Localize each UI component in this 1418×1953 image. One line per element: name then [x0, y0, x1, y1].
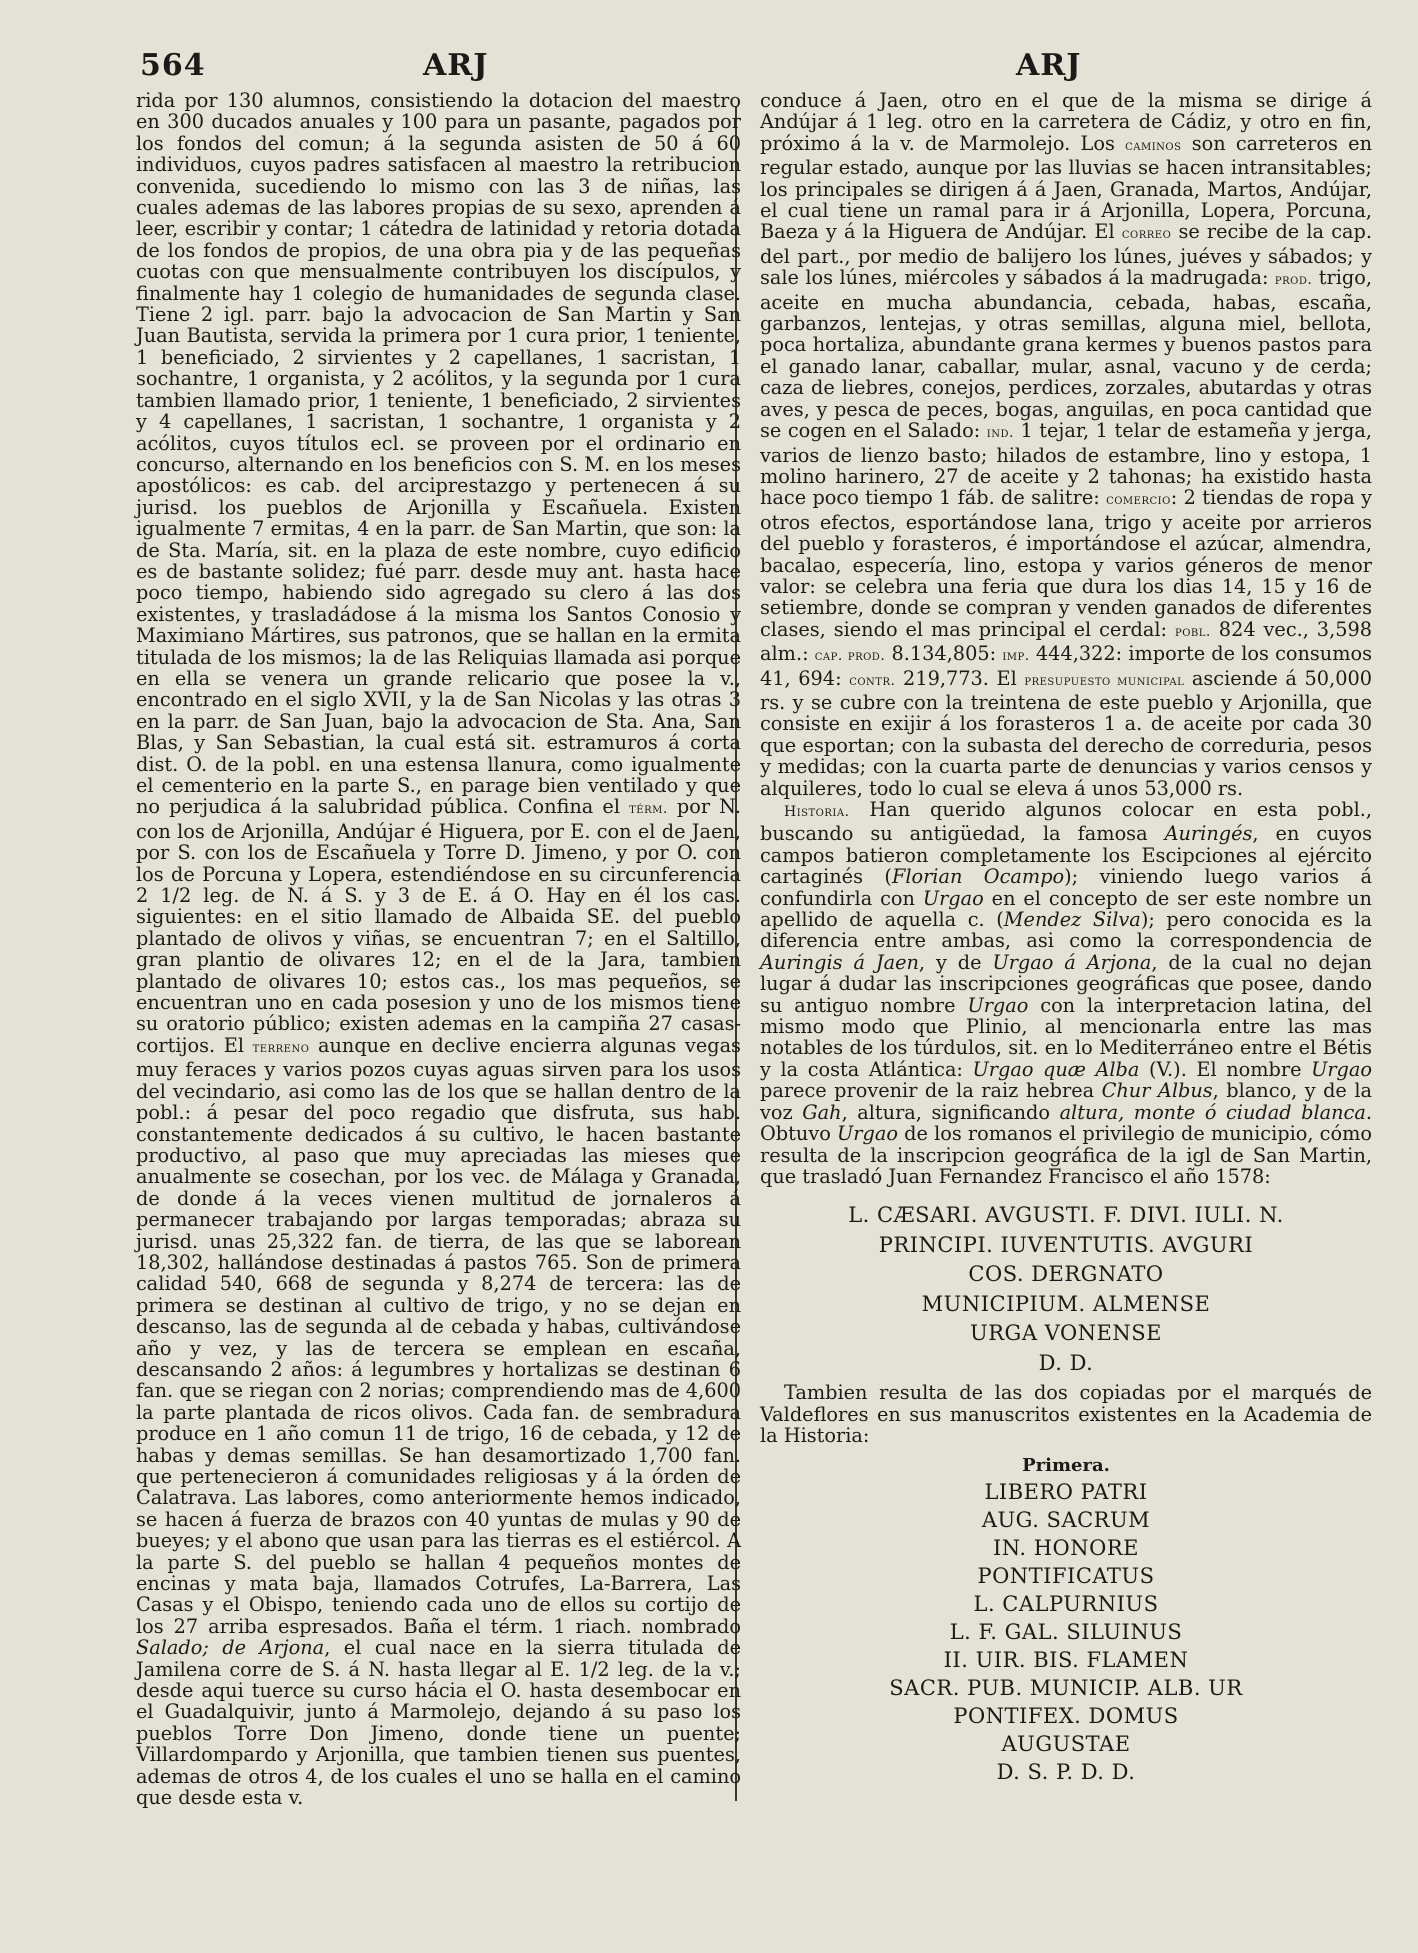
paragraph-historia: Historia. Han querido algunos colocar en esta pobl., buscando su antigüedad, la famosa Auringés, en cuyos campos batieron completamente los Escipciones al ejército cartaginés (Florian Ocampo); viniendo luego varios á confundirla con Urgao en el concepto de ser este nombre un apellido de aquella c. (Mendez Silva); pero conocida es la diferencia entre ambas, asi como la correspondencia de Auringis á Jaen, y de Urgao á Arjona, de la cual no dejan lugar á dudar las inscripciones geográficas que posee, dando su antiguo nombre Urgao con la interpretacion latina, del mismo modo que Plinio, al mencionarla entre las mas notables de los túrdulos, sit. en lo Mediterráneo entre el Bétis y la costa Atlántica: Urgao quæ Alba (V.). El nombre Urgao parece provenir de la raiz hebrea Chur Albus, blanco, y de la voz Gah, altura, significando altura, monte ó ciudad blanca. Obtuvo Urgao de los romanos el privilegio de municipio, cómo resulta de la inscripcion geográfica de la igl de San Martin, que trasladó Juan Fernandez Francisco el año 1578: — [760, 798, 1372, 1188]
inscription-line: IN. HONORE — [993, 1535, 1139, 1560]
inscription-line: PRINCIPI. IUVENTUTIS. AVGURI — [878, 1232, 1254, 1257]
page-number: 564 — [140, 48, 206, 83]
paragraph: rida por 130 alumnos, consistiendo la dotacion del maestro en 300 ducados anuales y 100 para un pasante, pagados por los fondos del comun; á la segunda asisten de 50 á 60 individuos, cuyos padres satisfacen al maestro la retribucion convenida, sucediendo lo mismo con las 3 de niñas, las cuales ademas de las labores propias de su sexo, aprenden á leer, escribir y contar; 1 cátedra de latinidad y retoria dotada de los fondos de propios, de una obra pia y de las pequeñas cuotas con que mensualmente contribuyen los discípulos, y finalmente hay 1 colegio de humanidades de segunda clase. Tiene 2 igl. parr. bajo la advocacion de San Martin y San Juan Bautista, servida la primera por 1 cura prior, 1 teniente, 1 beneficiado, 2 sirvientes y 2 capellanes, 1 sacristan, 1 sochantre, 1 organista, y 2 acólitos, y la segunda por 1 cura tambien llamado prior, 1 teniente, 1 beneficiado, 2 sirvientes y 4 capellanes, 1 sacristan, 1 sochantre, 1 organista y 2 acólitos, cuyos títulos ecl. se proveen por el ordinario en concurso, alternando en los beneficios con S. M. en los meses apostólicos: es cab. del arciprestazgo y pertenecen á su jurisd. los pueblos de Arjonilla y Escañuela. Existen igualmente 7 ermitas, 4 en la parr. de San Martin, que son: la de Sta. María, sit. en la plaza de este nombre, cuyo edificio es de bastante solidez; fué parr. desde muy ant. hasta hace poco tiempo, habiendo sido agregado su clero á las dos existentes, y trasladádose á la misma los Santos Conosio y Maximiano Mártires, sus patronos, que se hallan en la ermita titulada de los mismos; la de las Reliquias llamada asi porque en ella se venera un grande relicario que posee la v., encontrado en el siglo XVII, y la de San Nicolas y las otras 3 en la parr. de San Juan, bajo la advocacion de Sta. Ana, San Blas, y San Sebastian, la cual está sit. estramuros á corta dist. O. de la pobl. en una estensa llanura, como igualmente el cementerio en la parte S., en parage bien ventilado y que no perjudica á la salubridad pública. Confina el térm. por N. con los de Arjonilla, Andújar é Higuera, por E. con el de Jaen, por S. con los de Escañuela y Torre D. Jimeno, y por O. con los de Porcuna y Lopera, estendiéndose en su circunferencia 2 1/2 leg. de N. á S. y 3 de E. á O. Hay en él los cas. siguientes: en el sitio llamado de Albaida SE. del pueblo plantado de olivos y viñas, se encuentran 7; en el Saltillo, gran plantio de olivares 12; en el de la Jara, tambien plantado de olivares 10; estos cas., los mas pequeños, se encuentran uno en cada posesion y uno de los mismos tiene su oratorio público; existen ademas en la campiña 27 casas-cortijos. El terreno aunque en declive encierra algunas vegas muy feraces y varios pozos cuyas aguas sirven para los usos del vecindario, asi como las de los que se hallan dentro de la pobl.: á pesar del poco regadio que disfruta, sus hab. constantemente dedicados á su cultivo, le hacen bastante productivo, al paso que muy apreciadas las mieses que anualmente se cosechan, por los vec. de Málaga y Granada, de donde á la veces vienen multitud de jornaleros á permanecer trabajando por largas temporadas; abraza su jurisd. unas 25,322 fan. de tierra, de las que se laborean 18,302, hallándose destinadas á pastos 765. Son de primera calidad 540, 668 de segunda y 8,274 de tercera: las de primera se destinan al cultivo de trigo, y no se dejan en descanso, las de segunda al de cebada y habas, cultivándose año y vez, y las de tercera se emplean en escaña, descansando 2 años: á legumbres y hortalizas se destinan 6 fan. que se riegan con 2 norias; comprendiendo mas de 4,600 la parte plantada de ricos olivos. Cada fan. de sembradura produce en 1 año comun 11 de trigo, 16 de cebada, y 12 de habas y demas semillas. Se han desamortizado 1,700 fan. que pertenecieron á comunidades religiosas y á la órden de Calatrava. Las labores, como anteriormente hemos indicado, se hacen á fuerza de brazos con 40 yuntas de mulas y 90 de bueyes; y el abono que usan para las tierras es el estiércol. A la parte S. del pueblo se hallan 4 pequeños montes de encinas y mata baja, llamados Cotrufes, La-Barrera, Las Casas y el Obispo, teniendo cada uno de ellos su cortijo de los 27 arriba espresados. Baña el térm. 1 riach. nombrado Salado; de Arjona, el cual nace en la sierra titulada de Jamilena corre de S. á N. hasta llegar al E. 1/2 leg. de la v.; desde aqui tuerce su curso hácia el O. hasta desembocar en el Guadalquivir, junto á Marmolejo, dejando á su paso los pueblos Torre Don Jimeno, donde tiene un puente; Villardompardo y Arjonilla, que tambien tienen sus puentes, ademas de otros 4, de los cuales el uno se halla en el camino que desde esta v. — [136, 89, 742, 1810]
right-column — [760, 90, 1372, 1786]
left-column — [136, 90, 741, 1809]
running-head-right: ARJ — [1016, 48, 1082, 83]
inscription-line: LIBERO PATRI — [984, 1479, 1148, 1504]
paragraph: conduce á Jaen, otro en el que de la misma se dirige á Andújar á 1 leg. otro en la carretera de Cádiz, y otro en fin, próximo á la v. de Marmolejo. Los caminos son carreteros en regular estado, aunque por las lluvias se hacen intransitables; los principales se dirigen á á Jaen, Granada, Martos, Andújar, el cual tiene un ramal para ir á Arjonilla, Lopera, Porcuna, Baeza y á la Higuera de Andújar. El correo se recibe de la cap. del part., por medio de balijero los lúnes, juéves y sábados; y sale los lúnes, miércoles y sábados á la madrugada: prod. trigo, aceite en mucha abundancia, cebada, habas, escaña, garbanzos, lentejas, y otras semillas, alguna miel, bellota, poca hortaliza, abundante grana kermes y buenos pastos para el ganado lanar, caballar, mular, asnal, vacuno y de cerda; caza de liebres, conejos, perdices, zorzales, abutardas y otras aves, y pesca de peces, bogas, anguilas, en poca cantidad que se cogen en el Salado: ind. 1 tejar, 1 telar de estameña y jerga, varios de lienzo basto; hilados de estambre, lino y estopa, 1 molino harinero, 27 de aceite y 2 tahonas; ha existido hasta hace poco tiempo 1 fáb. de salitre: comercio: 2 tiendas de ropa y otros efectos, esportándose lana, trigo y aceite por arrieros del pueblo y forasteros, é importándose el azúcar, almendra, bacalao, especería, lino, estopa y varios géneros de menor valor: se celebra una feria que dura los dias 14, 15 y 16 de setiembre, donde se compran y venden ganados de diferentes clases, siendo el mas principal el cerdal: pobl. 824 vec., 3,598 alm.: cap. prod. 8.134,805: imp. 444,322: importe de los consumos 41, 694: contr. 219,773. El presupuesto municipal asciende á 50,000 rs. y se cubre con la treintena de este pueblo y Arjonilla, que consiste en exijir á los forasteros 1 a. de aceite por cada 30 que esportan; con la subasta del derecho de correduria, pesos y medidas; con la cuarta parte de denuncias y varios censos y alquileres, todo lo cual se eleva á unos 53,000 rs. — [760, 89, 1373, 800]
inscription-line: AUG. SACRUM — [981, 1507, 1151, 1532]
inscription-line: D. D. — [1038, 1350, 1094, 1375]
inscription-line: L. F. GAL. SILUINUS — [949, 1619, 1183, 1644]
running-head-left: ARJ — [423, 48, 489, 83]
inscription-line: URGA VONENSE — [970, 1321, 1162, 1346]
inscription-line: PONTIFICATUS — [977, 1563, 1155, 1588]
paragraph: Tambien resulta de las dos copiadas por el marqués de Valdeflores en sus manuscritos existentes en la Academia de la Historia: — [760, 1381, 1372, 1448]
inscription-block — [760, 1478, 1372, 1786]
inscription-line: II. UIR. BIS. FLAMEN — [943, 1647, 1189, 1672]
inscription-line: D. S. P. D. D. — [996, 1759, 1136, 1784]
inscription-line: L. CALPURNIUS — [973, 1591, 1159, 1616]
inscription-line: SACR. PUB. MUNICIP. ALB. UR — [889, 1675, 1243, 1700]
inscription-line: COS. DERGNATO — [968, 1262, 1164, 1287]
inscription-line: L. CÆSARI. AVGUSTI. F. DIVI. IULI. N. — [848, 1203, 1284, 1228]
inscription-line: PONTIFEX. DOMUS — [953, 1703, 1179, 1728]
inscription-block — [760, 1201, 1372, 1378]
subheading: Primera. — [1022, 1454, 1110, 1476]
inscription-line: MUNICIPIUM. ALMENSE — [921, 1291, 1211, 1316]
inscription-line: AUGUSTAE — [1001, 1731, 1131, 1756]
